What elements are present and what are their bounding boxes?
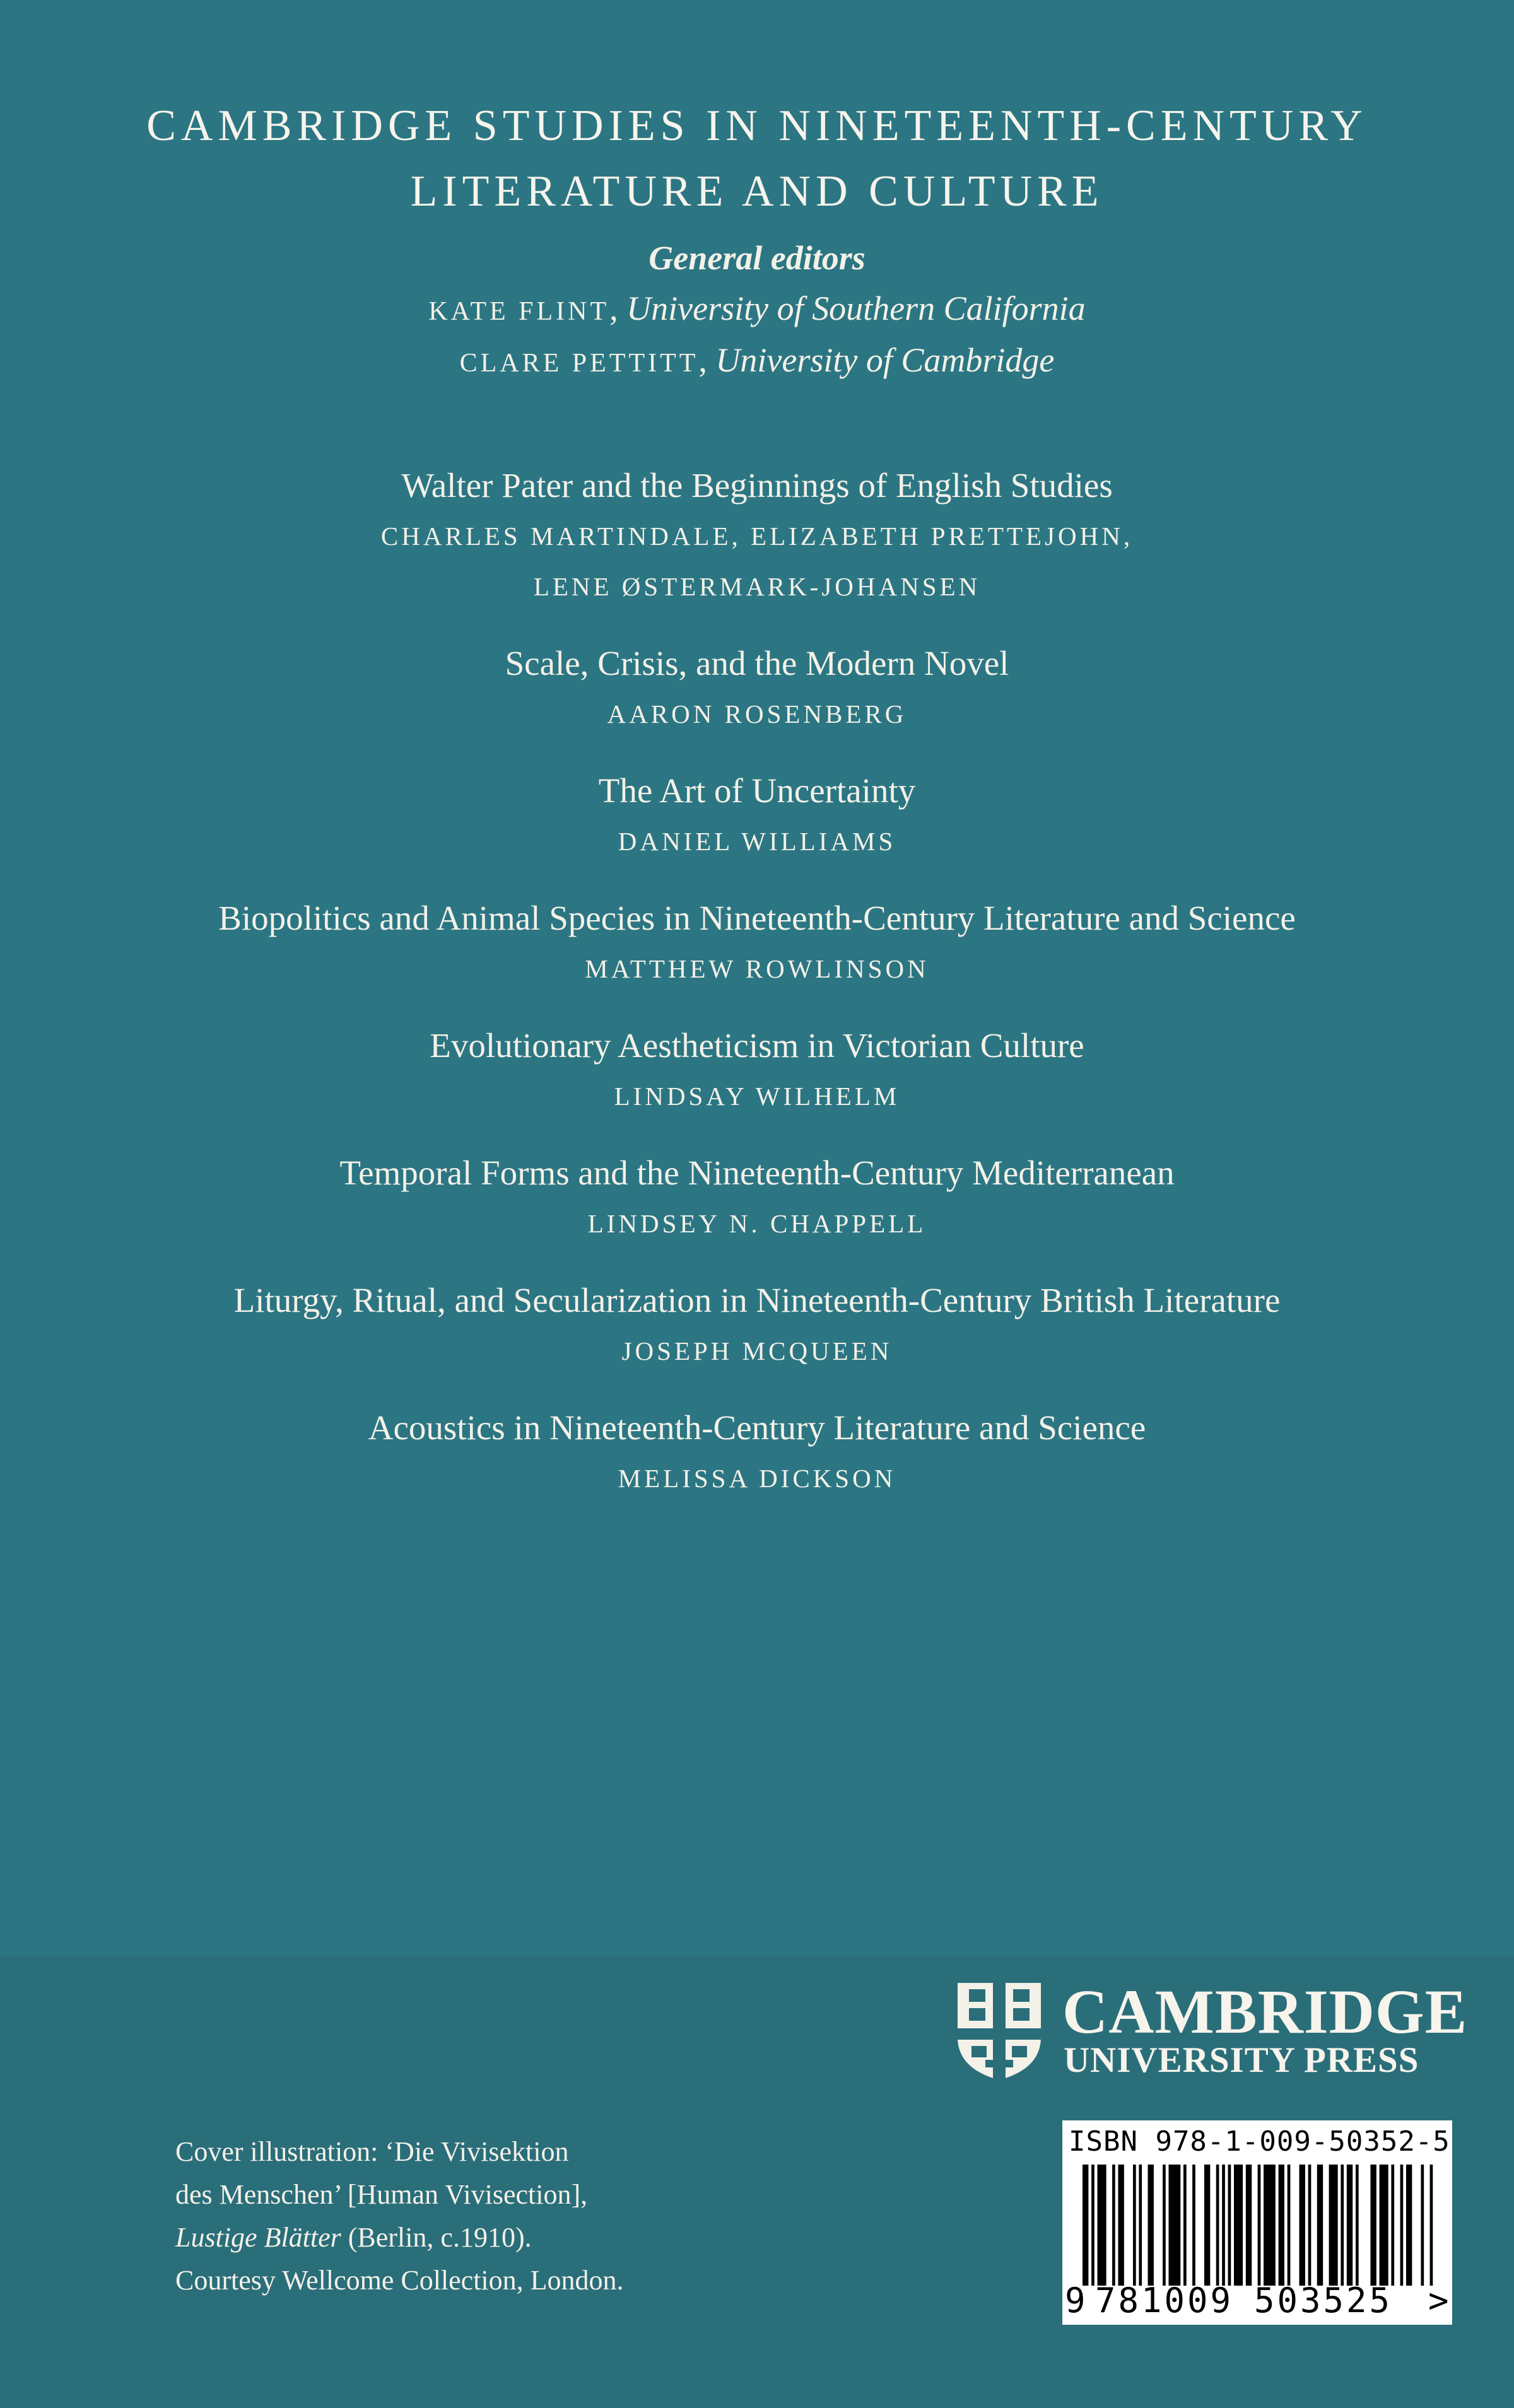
barcode-bar <box>1356 2165 1359 2286</box>
barcode-bar <box>1083 2165 1088 2286</box>
barcode-bar <box>1216 2165 1219 2286</box>
book-entry <box>0 893 1514 994</box>
book-author: AARON ROSENBERG <box>607 699 907 728</box>
barcode-bars <box>1083 2165 1436 2286</box>
editor-1-name: KATE FLINT <box>428 297 610 326</box>
cover-credit-publication-info: (Berlin, c.1910). <box>341 2222 532 2253</box>
barcode-bar <box>1300 2165 1305 2286</box>
barcode-bar <box>1163 2165 1166 2286</box>
book-title: Temporal Forms and the Nineteenth-Century Mediterranean <box>339 1154 1175 1192</box>
publisher-name: CAMBRIDGE <box>1062 1977 1468 2047</box>
book-author: DANIEL WILLIAMS <box>618 827 896 856</box>
editor-2: CLARE PETTITT, University of Cambridge <box>459 341 1055 379</box>
barcode-bar <box>1258 2165 1261 2286</box>
cover-credit-publication: Lustige Blätter <box>175 2222 341 2253</box>
editor-2-name: CLARE PETTITT <box>459 349 699 378</box>
book-entry <box>0 460 1514 612</box>
barcode-digit-first: 9 <box>1065 2281 1086 2320</box>
barcode-bar <box>1139 2165 1142 2286</box>
barcode-digits-right: 503525 <box>1254 2281 1393 2320</box>
editor-1: KATE FLINT, University of Southern California <box>428 289 1086 327</box>
book-author: MATTHEW ROWLINSON <box>585 954 929 983</box>
cover-credit <box>175 2130 743 2302</box>
barcode-digits <box>1065 2281 1450 2322</box>
barcode-bar <box>1370 2165 1376 2286</box>
barcode-bar <box>1317 2165 1323 2286</box>
barcode-bar <box>1112 2165 1115 2286</box>
barcode-bar <box>1347 2165 1353 2286</box>
barcode-arrow: > <box>1428 2281 1449 2320</box>
barcode-bar <box>1098 2165 1106 2286</box>
barcode-bar <box>1091 2165 1094 2286</box>
barcode-bar <box>1204 2165 1210 2286</box>
book-title: Liturgy, Ritual, and Secularization in Nineteenth-Century British Literature <box>233 1281 1281 1319</box>
barcode-bar <box>1279 2165 1284 2286</box>
general-editors-heading: General editors <box>648 239 866 277</box>
barcode-bar <box>1228 2165 1231 2286</box>
barcode-bar <box>1430 2165 1433 2286</box>
barcode-digits-left: 781009 <box>1095 2281 1234 2320</box>
book-author: MELISSA DICKSON <box>618 1464 896 1493</box>
book-entry <box>0 1275 1514 1376</box>
book-author: LINDSEY N. CHAPPELL <box>587 1209 927 1238</box>
publisher-logo <box>955 1977 1468 2083</box>
book-entry <box>0 1403 1514 1504</box>
barcode-bar <box>1183 2165 1187 2286</box>
series-title-line-2: LITERATURE AND CULTURE <box>410 167 1104 216</box>
book-author: LINDSAY WILHELM <box>614 1082 900 1111</box>
barcode-bar <box>1308 2165 1312 2286</box>
book-title: Scale, Crisis, and the Modern Novel <box>505 644 1009 682</box>
barcode-bar <box>1222 2165 1225 2286</box>
barcode-bar <box>1192 2165 1195 2286</box>
book-entry <box>0 766 1514 867</box>
barcode-bar <box>1406 2165 1412 2286</box>
series-title <box>0 93 1514 225</box>
barcode-bar <box>1380 2165 1388 2286</box>
editor-2-affiliation: University of Cambridge <box>715 341 1055 379</box>
barcode-bar <box>1400 2165 1404 2286</box>
barcode-bar <box>1264 2165 1276 2286</box>
book-title: The Art of Uncertainty <box>598 771 916 810</box>
barcode-bar <box>1118 2165 1124 2286</box>
book-title: Acoustics in Nineteenth-Century Literature and Science <box>368 1408 1146 1447</box>
series-title-line-1: CAMBRIDGE STUDIES IN NINETEENTH-CENTURY <box>146 102 1368 150</box>
university-shield-icon <box>955 1980 1043 2083</box>
cover-credit-line-1: Cover illustration: ‘Die Vivisektion <box>175 2136 569 2167</box>
book-author: JOSEPH MCQUEEN <box>621 1336 893 1365</box>
book-author: CHARLES MARTINDALE, ELIZABETH PRETTEJOHN, <box>380 522 1134 551</box>
cover-credit-line-2: des Menschen’ [Human Vivisection], <box>175 2179 588 2210</box>
barcode-bar <box>1148 2165 1154 2286</box>
series-book-list <box>0 460 1514 1530</box>
cover-credit-line-3 <box>175 2216 743 2259</box>
barcode-bar <box>1133 2165 1136 2286</box>
book-entry <box>0 1020 1514 1121</box>
publisher-subname: UNIVERSITY PRESS <box>1064 2040 1419 2080</box>
cover-credit-line-4: Courtesy Wellcome Collection, London. <box>175 2265 624 2296</box>
book-title: Evolutionary Aestheticism in Victorian Culture <box>430 1026 1084 1065</box>
barcode-bar <box>1329 2165 1338 2286</box>
book-author: LENE ØSTERMARK-JOHANSEN <box>533 572 981 601</box>
editor-1-affiliation: University of Southern California <box>626 289 1086 327</box>
book-title: Walter Pater and the Beginnings of English Studies <box>401 466 1113 505</box>
barcode-bar <box>1341 2165 1344 2286</box>
barcode-bar <box>1288 2165 1291 2286</box>
barcode-bar <box>1168 2165 1180 2286</box>
barcode-bar <box>1246 2165 1252 2286</box>
book-title: Biopolitics and Animal Species in Nineteenth-Century Literature and Science <box>218 899 1296 937</box>
isbn-barcode <box>1062 2120 1452 2325</box>
book-entry <box>0 638 1514 739</box>
barcode-bar <box>1421 2165 1424 2286</box>
isbn-text: ISBN 978-1-009-50352-5 <box>1069 2125 1450 2158</box>
barcode-bar <box>1234 2165 1243 2286</box>
barcode-bar <box>1391 2165 1394 2286</box>
book-entry <box>0 1148 1514 1249</box>
